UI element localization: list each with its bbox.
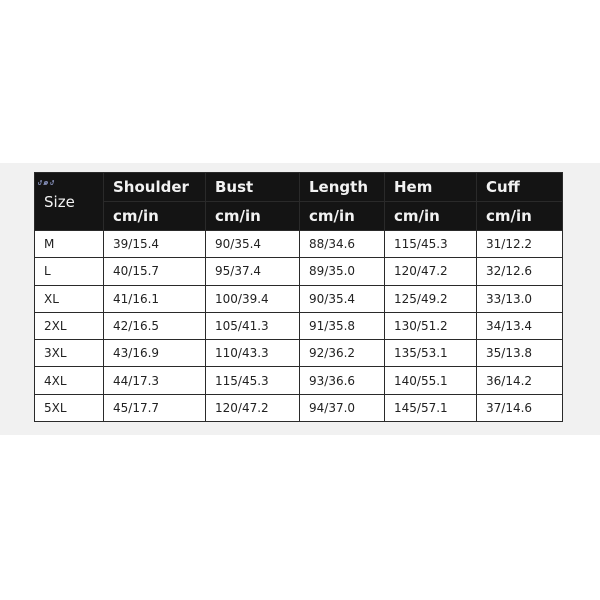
measurement-cell: 120/47.2: [206, 394, 300, 421]
measurement-cell: 100/39.4: [206, 285, 300, 312]
measurement-cell: 94/37.0: [300, 394, 385, 421]
measurement-cell: 36/14.2: [477, 367, 563, 394]
watermark-logo: ง๑ง: [37, 178, 55, 188]
header-row-measurements: [35, 173, 563, 202]
unit-label: cm/in: [477, 202, 563, 231]
size-column-header: [35, 173, 104, 231]
measurement-cell: 125/49.2: [385, 285, 477, 312]
size-header-label: Size: [44, 192, 75, 211]
measurement-cell: 115/45.3: [385, 231, 477, 258]
column-header-bust: Bust: [206, 173, 300, 202]
measurement-cell: 41/16.1: [104, 285, 206, 312]
table-row: [35, 258, 563, 285]
measurement-cell: 37/14.6: [477, 394, 563, 421]
measurement-cell: 130/51.2: [385, 312, 477, 339]
size-chart-table: [34, 172, 563, 422]
column-header-hem: Hem: [385, 173, 477, 202]
size-cell: 3XL: [35, 340, 104, 367]
measurement-cell: 44/17.3: [104, 367, 206, 394]
size-cell: M: [35, 231, 104, 258]
measurement-cell: 88/34.6: [300, 231, 385, 258]
measurement-cell: 135/53.1: [385, 340, 477, 367]
measurement-cell: 45/17.7: [104, 394, 206, 421]
measurement-cell: 93/36.6: [300, 367, 385, 394]
unit-label: cm/in: [385, 202, 477, 231]
table-row: [35, 394, 563, 421]
measurement-cell: 31/12.2: [477, 231, 563, 258]
size-cell: 2XL: [35, 312, 104, 339]
unit-label: cm/in: [104, 202, 206, 231]
measurement-cell: 39/15.4: [104, 231, 206, 258]
measurement-cell: 95/37.4: [206, 258, 300, 285]
measurement-cell: 110/43.3: [206, 340, 300, 367]
measurement-cell: 105/41.3: [206, 312, 300, 339]
measurement-cell: 145/57.1: [385, 394, 477, 421]
measurement-cell: 42/16.5: [104, 312, 206, 339]
measurement-cell: 32/12.6: [477, 258, 563, 285]
measurement-cell: 90/35.4: [300, 285, 385, 312]
measurement-cell: 35/13.8: [477, 340, 563, 367]
measurement-cell: 43/16.9: [104, 340, 206, 367]
header-row-units: [35, 202, 563, 231]
column-header-length: Length: [300, 173, 385, 202]
table-row: [35, 367, 563, 394]
size-cell: 4XL: [35, 367, 104, 394]
table-row: [35, 231, 563, 258]
unit-label: cm/in: [300, 202, 385, 231]
size-cell: L: [35, 258, 104, 285]
measurement-cell: 90/35.4: [206, 231, 300, 258]
size-cell: XL: [35, 285, 104, 312]
table-row: [35, 285, 563, 312]
size-cell: 5XL: [35, 394, 104, 421]
column-header-shoulder: Shoulder: [104, 173, 206, 202]
size-rows: [35, 231, 563, 422]
measurement-cell: 91/35.8: [300, 312, 385, 339]
table-row: [35, 340, 563, 367]
measurement-cell: 92/36.2: [300, 340, 385, 367]
measurement-cell: 33/13.0: [477, 285, 563, 312]
measurement-cell: 40/15.7: [104, 258, 206, 285]
measurement-cell: 115/45.3: [206, 367, 300, 394]
measurement-cell: 89/35.0: [300, 258, 385, 285]
measurement-cell: 140/55.1: [385, 367, 477, 394]
measurement-cell: 34/13.4: [477, 312, 563, 339]
unit-label: cm/in: [206, 202, 300, 231]
column-header-cuff: Cuff: [477, 173, 563, 202]
measurement-cell: 120/47.2: [385, 258, 477, 285]
table-row: [35, 312, 563, 339]
